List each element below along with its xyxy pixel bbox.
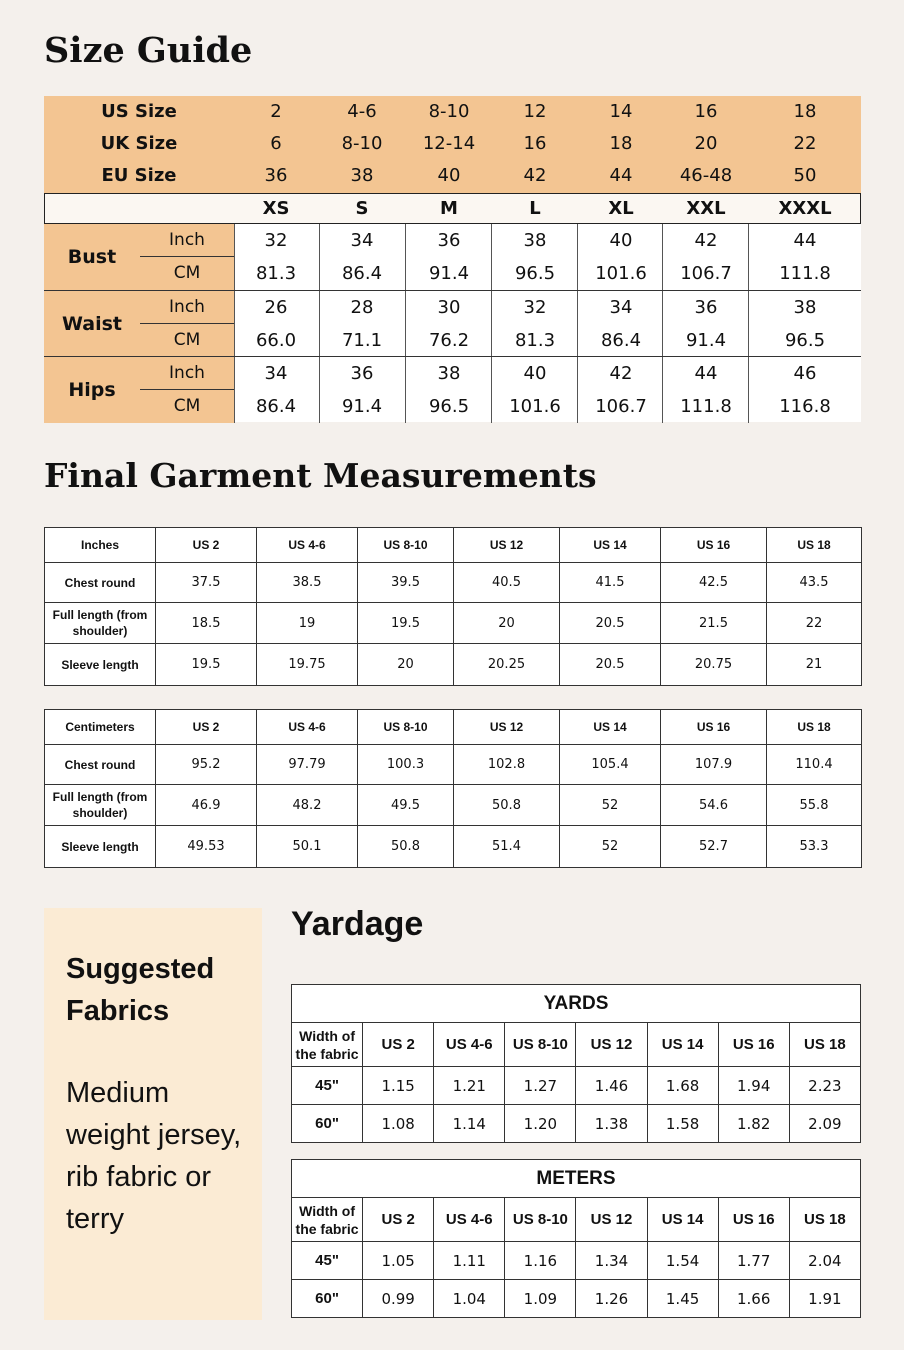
size-value: 16 — [523, 133, 547, 154]
yardage-title: Yardage — [291, 905, 424, 943]
row-label: Sleeve length — [45, 644, 156, 686]
measurement-value: 42 — [609, 363, 633, 384]
size-guide-title: Size Guide — [44, 30, 253, 71]
size-column-header: US 16 — [718, 1023, 789, 1067]
measurement-value: 106.7 — [680, 263, 732, 284]
size-column-header: US 2 — [156, 528, 257, 563]
unit-header: Centimeters — [45, 710, 156, 745]
table-cell: 1.05 — [363, 1242, 434, 1280]
measurement-value: 96.5 — [784, 330, 826, 351]
table-cell: 2.09 — [789, 1105, 860, 1143]
table-cell: 20.5 — [560, 603, 661, 644]
table-cell: 102.8 — [454, 745, 560, 785]
table-cell: 1.26 — [576, 1280, 647, 1318]
measurement-value: 46 — [793, 363, 817, 384]
table-cell: 20 — [454, 603, 560, 644]
fabric-width-header: Width of the fabric — [292, 1198, 363, 1242]
row-label: Full length (from shoulder) — [45, 603, 156, 644]
measurement-value: 38 — [523, 230, 547, 251]
table-cell: 1.16 — [505, 1242, 576, 1280]
fabric-width-header: Width of the fabric — [292, 1023, 363, 1067]
table-cell: 100.3 — [358, 745, 454, 785]
measurement-value: 32 — [523, 297, 547, 318]
table-row — [45, 745, 862, 785]
group-label-cell — [44, 291, 234, 357]
row-label: Sleeve length — [45, 826, 156, 868]
table-cell: 51.4 — [454, 826, 560, 868]
table-title: YARDS — [292, 985, 861, 1023]
measurement-value: 86.4 — [341, 263, 383, 284]
table-header-row — [45, 710, 862, 745]
table-cell: 1.15 — [363, 1067, 434, 1105]
table-cell: 105.4 — [560, 745, 661, 785]
measurement-value: 38 — [437, 363, 461, 384]
measurement-value: 96.5 — [514, 263, 556, 284]
table-cell: 1.58 — [647, 1105, 718, 1143]
final-garment-title: Final Garment Measurements — [44, 456, 597, 495]
size-column-header: US 2 — [363, 1198, 434, 1242]
measurement-value: 91.4 — [341, 396, 383, 417]
table-cell: 50.8 — [454, 785, 560, 826]
unit-label: CM — [173, 263, 201, 283]
table-cell: 1.54 — [647, 1242, 718, 1280]
table-cell: 1.91 — [789, 1280, 860, 1318]
fabric-width-label: 45" — [292, 1067, 363, 1105]
table-cell: 1.94 — [718, 1067, 789, 1105]
size-column-header: US 18 — [767, 528, 862, 563]
measurement-group-hips — [44, 356, 861, 423]
measurement-value: 81.3 — [514, 330, 556, 351]
table-row — [45, 785, 862, 826]
suggested-fabrics-text: Medium weight jersey, rib fabric or terry — [66, 1077, 242, 1235]
table-cell: 53.3 — [767, 826, 862, 868]
size-column-header: US 18 — [767, 710, 862, 745]
size-column-header: US 14 — [560, 528, 661, 563]
table-cell: 1.20 — [505, 1105, 576, 1143]
table-cell: 1.08 — [363, 1105, 434, 1143]
body-measurements — [44, 224, 861, 422]
table-cell: 50.8 — [358, 826, 454, 868]
measurement-value: 26 — [264, 297, 288, 318]
size-column-header: US 8-10 — [358, 528, 454, 563]
size-value: 18 — [793, 101, 817, 122]
suggested-fabrics-title: Suggested Fabrics — [66, 953, 215, 1027]
size-column-header: US 4-6 — [257, 710, 358, 745]
yardage-yards-table — [291, 984, 861, 1143]
size-system-label: EU Size — [101, 165, 177, 186]
size-value: 8-10 — [428, 101, 470, 122]
table-cell: 49.53 — [156, 826, 257, 868]
letter-size: XS — [262, 198, 290, 219]
size-conversion-header — [44, 96, 861, 193]
table-cell: 1.04 — [434, 1280, 505, 1318]
table-cell: 20.5 — [560, 644, 661, 686]
size-column-header: US 4-6 — [434, 1198, 505, 1242]
table-row — [45, 563, 862, 603]
size-column-header: US 12 — [454, 528, 560, 563]
table-cell: 20.25 — [454, 644, 560, 686]
size-column-header: US 16 — [661, 528, 767, 563]
measurement-value: 111.8 — [779, 263, 831, 284]
size-value: 44 — [609, 165, 633, 186]
table-cell: 21 — [767, 644, 862, 686]
size-column-header: US 12 — [576, 1198, 647, 1242]
size-column-header: US 14 — [647, 1023, 718, 1067]
table-cell: 20 — [358, 644, 454, 686]
size-system-label: UK Size — [100, 133, 178, 154]
table-cell: 1.66 — [718, 1280, 789, 1318]
table-cell: 110.4 — [767, 745, 862, 785]
table-row — [45, 826, 862, 868]
suggested-fabrics-panel — [44, 908, 262, 1320]
measurement-value: 116.8 — [779, 396, 831, 417]
garment-measurements-cm-table — [44, 709, 862, 868]
table-cell: 46.9 — [156, 785, 257, 826]
measurement-value: 34 — [609, 297, 633, 318]
table-cell: 1.82 — [718, 1105, 789, 1143]
table-cell: 1.11 — [434, 1242, 505, 1280]
size-value: 38 — [350, 165, 374, 186]
fabric-width-label: 45" — [292, 1242, 363, 1280]
table-cell: 52 — [560, 785, 661, 826]
size-system-label: US Size — [101, 101, 177, 122]
table-cell: 1.21 — [434, 1067, 505, 1105]
unit-label: Inch — [169, 230, 205, 250]
table-cell: 20.75 — [661, 644, 767, 686]
size-column-header: US 18 — [789, 1023, 860, 1067]
letter-size: L — [529, 198, 541, 219]
row-label: Chest round — [45, 563, 156, 603]
letter-size: S — [355, 198, 369, 219]
size-value: 18 — [609, 133, 633, 154]
size-column-header: US 8-10 — [505, 1198, 576, 1242]
measurement-value: 30 — [437, 297, 461, 318]
measurement-value: 28 — [350, 297, 374, 318]
table-cell: 1.14 — [434, 1105, 505, 1143]
measurement-value: 101.6 — [509, 396, 561, 417]
measurement-value: 40 — [609, 230, 633, 251]
size-value: 12-14 — [422, 133, 476, 154]
table-cell: 55.8 — [767, 785, 862, 826]
table-cell: 39.5 — [358, 563, 454, 603]
table-cell: 1.68 — [647, 1067, 718, 1105]
measurement-value: 106.7 — [595, 396, 647, 417]
unit-label: Inch — [169, 297, 205, 317]
table-cell: 19.5 — [156, 644, 257, 686]
yardage-meters-table — [291, 1159, 861, 1318]
measurement-group-bust — [44, 224, 861, 290]
table-cell: 18.5 — [156, 603, 257, 644]
table-cell: 40.5 — [454, 563, 560, 603]
measurement-value: 36 — [350, 363, 374, 384]
table-cell: 52 — [560, 826, 661, 868]
table-cell: 1.45 — [647, 1280, 718, 1318]
table-row — [45, 603, 862, 644]
measurement-value: 40 — [523, 363, 547, 384]
table-cell: 1.27 — [505, 1067, 576, 1105]
measurement-value: 66.0 — [255, 330, 297, 351]
table-cell: 37.5 — [156, 563, 257, 603]
size-value: 16 — [694, 101, 718, 122]
measurement-value: 42 — [694, 230, 718, 251]
measurement-value: 36 — [437, 230, 461, 251]
fabric-width-label: 60" — [292, 1105, 363, 1143]
size-column-header: US 14 — [560, 710, 661, 745]
measurement-value: 101.6 — [595, 263, 647, 284]
size-column-header: US 4-6 — [434, 1023, 505, 1067]
table-cell: 0.99 — [363, 1280, 434, 1318]
measurement-value: 86.4 — [255, 396, 297, 417]
table-cell: 48.2 — [257, 785, 358, 826]
size-column-header: US 16 — [661, 710, 767, 745]
size-column-header: US 2 — [363, 1023, 434, 1067]
measurement-value: 96.5 — [428, 396, 470, 417]
size-column-header: US 4-6 — [257, 528, 358, 563]
size-column-header: US 8-10 — [505, 1023, 576, 1067]
measurement-value: 86.4 — [600, 330, 642, 351]
size-column-header: US 12 — [576, 1023, 647, 1067]
table-cell: 50.1 — [257, 826, 358, 868]
unit-header: Inches — [45, 528, 156, 563]
table-cell: 21.5 — [661, 603, 767, 644]
table-cell: 107.9 — [661, 745, 767, 785]
table-cell: 19.75 — [257, 644, 358, 686]
measurement-value: 91.4 — [428, 263, 470, 284]
letter-size: XXXL — [778, 198, 832, 219]
table-cell: 42.5 — [661, 563, 767, 603]
letter-size: XL — [608, 198, 634, 219]
letter-size: XXL — [686, 198, 726, 219]
measurement-value: 44 — [694, 363, 718, 384]
letter-size-row — [44, 193, 861, 224]
size-value: 36 — [264, 165, 288, 186]
table-cell: 1.34 — [576, 1242, 647, 1280]
table-cell: 1.09 — [505, 1280, 576, 1318]
unit-label: Inch — [169, 363, 205, 383]
table-cell: 49.5 — [358, 785, 454, 826]
measurement-value: 34 — [350, 230, 374, 251]
size-value: 22 — [793, 133, 817, 154]
measurement-value: 91.4 — [685, 330, 727, 351]
group-name: Waist — [61, 313, 122, 335]
measurement-value: 38 — [793, 297, 817, 318]
table-cell: 54.6 — [661, 785, 767, 826]
row-label: Chest round — [45, 745, 156, 785]
table-cell: 43.5 — [767, 563, 862, 603]
row-label: Full length (from shoulder) — [45, 785, 156, 826]
measurement-value: 44 — [793, 230, 817, 251]
size-value: 50 — [793, 165, 817, 186]
unit-label: CM — [173, 396, 201, 416]
size-column-header: US 18 — [789, 1198, 860, 1242]
table-row — [45, 644, 862, 686]
size-value: 40 — [437, 165, 461, 186]
group-name: Bust — [67, 246, 117, 268]
size-row-2 — [44, 160, 861, 192]
size-value: 14 — [609, 101, 633, 122]
measurement-value: 76.2 — [428, 330, 470, 351]
measurement-value: 32 — [264, 230, 288, 251]
measurement-value: 34 — [264, 363, 288, 384]
size-column-header: US 16 — [718, 1198, 789, 1242]
measurement-group-waist — [44, 290, 861, 357]
size-value: 2 — [270, 101, 282, 122]
table-header-row — [292, 1023, 861, 1067]
table-row — [292, 1105, 861, 1143]
size-value: 46-48 — [679, 165, 733, 186]
table-cell: 19.5 — [358, 603, 454, 644]
table-cell: 97.79 — [257, 745, 358, 785]
table-row — [292, 1242, 861, 1280]
group-label-cell — [44, 357, 234, 423]
table-title-row — [292, 985, 861, 1023]
group-name: Hips — [68, 379, 116, 401]
measurement-value: 71.1 — [341, 330, 383, 351]
size-value: 42 — [523, 165, 547, 186]
size-column-header: US 12 — [454, 710, 560, 745]
table-cell: 95.2 — [156, 745, 257, 785]
size-guide-table — [44, 96, 861, 422]
size-column-header: US 8-10 — [358, 710, 454, 745]
size-row-1 — [44, 128, 861, 160]
size-value: 4-6 — [347, 101, 377, 122]
table-header-row — [292, 1198, 861, 1242]
table-row — [292, 1280, 861, 1318]
table-cell: 22 — [767, 603, 862, 644]
table-row — [292, 1067, 861, 1105]
measurement-value: 111.8 — [680, 396, 732, 417]
table-cell: 2.23 — [789, 1067, 860, 1105]
table-cell: 52.7 — [661, 826, 767, 868]
table-cell: 1.77 — [718, 1242, 789, 1280]
table-cell: 1.46 — [576, 1067, 647, 1105]
fabric-width-label: 60" — [292, 1280, 363, 1318]
table-cell: 38.5 — [257, 563, 358, 603]
size-column-header: US 14 — [647, 1198, 718, 1242]
size-column-header: US 2 — [156, 710, 257, 745]
unit-label: CM — [173, 330, 201, 350]
letter-size: M — [440, 198, 458, 219]
size-value: 6 — [270, 133, 282, 154]
table-header-row — [45, 528, 862, 563]
table-cell: 1.38 — [576, 1105, 647, 1143]
size-row-0 — [44, 96, 861, 128]
table-title: METERS — [292, 1160, 861, 1198]
garment-measurements-inches-table — [44, 527, 862, 686]
measurement-value: 81.3 — [255, 263, 297, 284]
table-cell: 19 — [257, 603, 358, 644]
size-value: 8-10 — [341, 133, 383, 154]
table-cell: 41.5 — [560, 563, 661, 603]
table-title-row — [292, 1160, 861, 1198]
table-cell: 2.04 — [789, 1242, 860, 1280]
size-value: 20 — [694, 133, 718, 154]
measurement-value: 36 — [694, 297, 718, 318]
group-label-cell — [44, 224, 234, 290]
size-value: 12 — [523, 101, 547, 122]
